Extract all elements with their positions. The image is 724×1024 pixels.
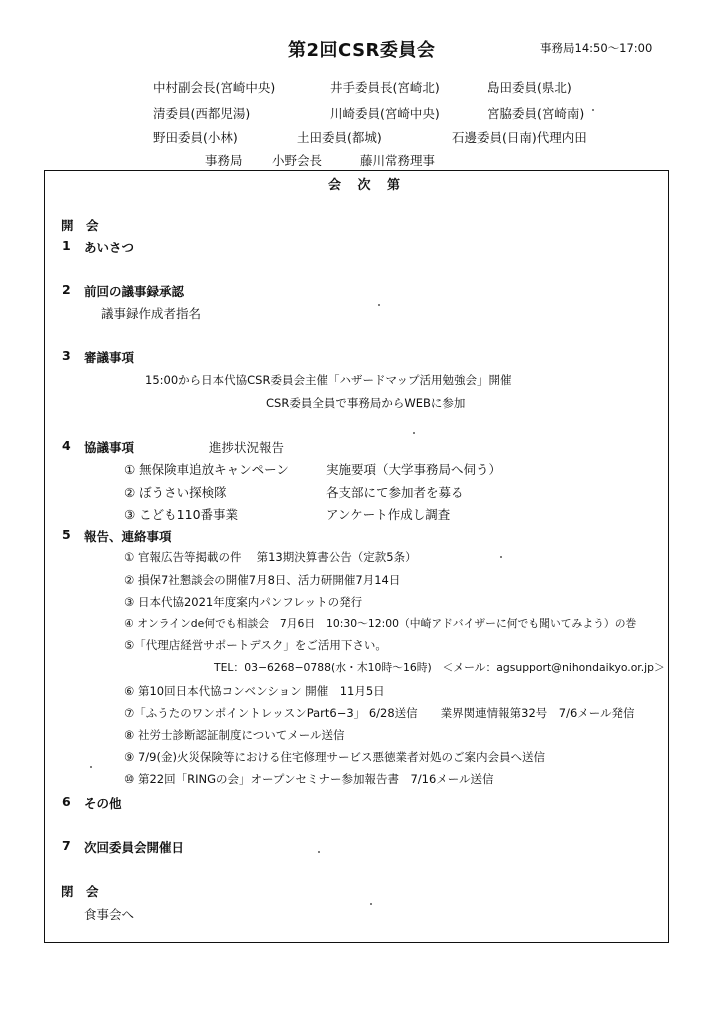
report-item: ① 官報広告等掲載の件 第13期決算書公告（定款5条） [124, 550, 417, 564]
opening: 開 会 [61, 218, 99, 233]
attendee: 土田委員(都城) [297, 130, 382, 145]
attendee: 清委員(西都児湯) [153, 106, 251, 121]
page-title: 第2回CSR委員会 [288, 40, 436, 61]
scan-speck [370, 903, 372, 905]
section-reports: 報告、連絡事項 [84, 529, 172, 544]
discussion-detail: 各支部にて参加者を募る [326, 485, 464, 500]
section-number: 6 [62, 794, 71, 809]
report-item: ⑤「代理店経営サポートデスク」をご活用下さい。 [124, 638, 387, 652]
attendee: 島田委員(県北) [487, 80, 572, 95]
section-number: 5 [62, 527, 71, 542]
report-item: ⑨ 7/9(金)火災保険等における住宅修理サービス悪徳業者対処のご案内会員へ送信 [124, 750, 545, 764]
section-next-meeting: 次回委員会開催日 [84, 840, 185, 855]
report-item: ② 損保7社懇談会の開催7月8日、活力研開催7月14日 [124, 573, 401, 587]
report-item: ⑩ 第22回「RINGの会」オープンセミナー参加報告書 7/16メール送信 [124, 772, 494, 786]
secretariat-time: 事務局14:50〜17:00 [540, 41, 653, 55]
section-minutes-approval: 前回の議事録承認 [84, 284, 185, 299]
section-deliberation: 審議事項 [84, 350, 135, 365]
scan-speck [500, 556, 502, 558]
attendee: 川崎委員(宮崎中央) [330, 106, 440, 121]
section-number: 7 [62, 838, 71, 853]
report-item: ⑧ 社労士診断認証制度についてメール送信 [124, 728, 345, 742]
report-item: ④ オンラインde何でも相談会 7月6日 10:30〜12:00（中崎アドバイザーに何でも聞いてみよう）の巻 [124, 617, 637, 630]
support-desk-contact: TEL：03−6268−0788(水・木10時〜16時) ＜メール：agsupport@nihondaikyo.or.jp＞ [214, 661, 665, 674]
discussion-item: ① 無保険車追放キャンペーン [124, 462, 289, 477]
closing: 閉 会 [61, 884, 99, 899]
discussion-detail: アンケート作成し調査 [326, 507, 451, 522]
deliberation-line: CSR委員全員で事務局からWEBに参加 [266, 396, 466, 410]
discussion-item: ③ こども110番事業 [124, 507, 239, 522]
attendee: 井手委員長(宮崎北) [330, 80, 440, 95]
scan-speck [413, 432, 415, 434]
section-other: その他 [84, 796, 122, 811]
scan-speck [378, 304, 380, 306]
secretariat-label: 事務局 [205, 153, 243, 168]
attendee: 野田委員(小林) [153, 130, 238, 145]
scan-speck [90, 766, 92, 768]
report-item: ⑦「ふうたのワンポイントレッスンPart6−3」 6/28送信 業界関連情報第32号 7/6メール発信 [124, 706, 635, 720]
attendee: 石邊委員(日南)代理内田 [452, 130, 587, 145]
agenda-title: 会 次 第 [328, 178, 407, 193]
secretariat-member: 小野会長 [272, 153, 323, 168]
scan-speck [318, 851, 320, 853]
discussion-item: ② ぼうさい探検隊 [124, 485, 227, 500]
report-item: ⑥ 第10回日本代協コンベンション 開催 11月5日 [124, 684, 385, 698]
section-discussion: 協議事項 [84, 440, 135, 455]
scan-speck [592, 109, 594, 111]
report-item: ③ 日本代協2021年度案内パンフレットの発行 [124, 595, 363, 609]
section-number: 3 [62, 348, 71, 363]
attendee: 宮脇委員(宮崎南) [487, 106, 585, 121]
dinner: 食事会へ [84, 907, 135, 922]
section-number: 4 [62, 438, 71, 453]
minutes-writer: 議事録作成者指名 [101, 306, 202, 321]
progress-report: 進捗状況報告 [209, 440, 285, 455]
section-number: 2 [62, 282, 71, 297]
deliberation-line: 15:00から日本代協CSR委員会主催「ハザードマップ活用勉強会」開催 [145, 373, 512, 387]
section-number: 1 [62, 238, 71, 253]
section-greeting: あいさつ [84, 240, 135, 255]
attendee: 中村副会長(宮崎中央) [153, 80, 276, 95]
discussion-detail: 実施要項（大学事務局へ伺う） [326, 462, 502, 477]
secretariat-member: 藤川常務理事 [360, 153, 436, 168]
